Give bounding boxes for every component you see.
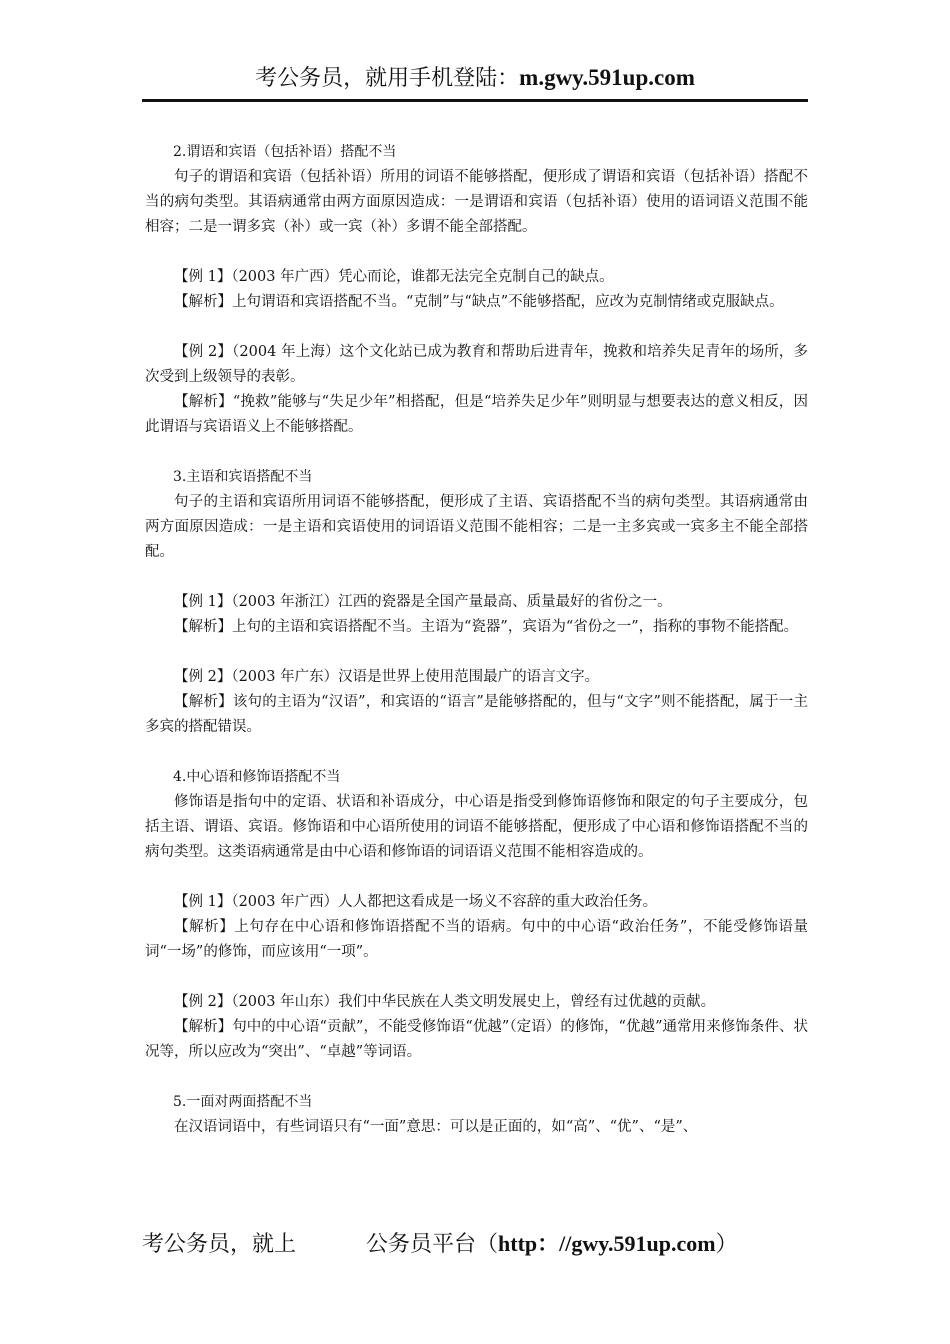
paragraph: 修饰语是指句中的定语、状语和补语成分，中心语是指受到修饰语修饰和限定的句子主要成分，包括主语、谓语、宾语。修饰语和中心语所使用的词语不能够搭配，便形成了中心语和修饰语搭配不当的病句类型。这类语病通常是由中心语和修饰语的词语语义范围不能相容造成的。 xyxy=(145,794,808,860)
paragraph: 【解析】上句存在中心语和修饰语搭配不当的语病。句中的中心语“政治任务”，不能受修饰语量词“一场”的修饰，而应该用“一项”。 xyxy=(145,919,808,960)
paragraph: 【例 2】（2004 年上海）这个文化站已成为教育和帮助后进青年，挽救和培养失足青年的场所，多次受到上级领导的表彰。 xyxy=(145,344,808,385)
paragraph-gap xyxy=(145,740,808,765)
section-heading: 4.中心语和修饰语搭配不当 xyxy=(173,769,341,785)
paragraph: 【例 2】（2003 年广东）汉语是世界上使用范围最广的语言文字。 xyxy=(174,669,600,685)
paragraph-gap xyxy=(145,565,808,590)
paragraph-gap xyxy=(145,240,808,265)
footer-left: 考公务员，就上 xyxy=(142,1232,297,1257)
paragraph-gap xyxy=(145,965,808,990)
paragraph: 句子的主语和宾语所用词语不能够搭配，便形成了主语、宾语搭配不当的病句类型。其语病通常由两方面原因造成：一是主语和宾语使用的词语语义范围不能相容；二是一主多宾或一宾多主不能全部搭配。 xyxy=(145,494,808,560)
footer-middle: 公务员平台（ xyxy=(366,1232,499,1257)
paragraph: 【解析】句中的中心语“贡献”，不能受修饰语“优越”（定语）的修饰，“优越”通常用来修饰条件、状况等，所以应改为“突出”、“卓越”等词语。 xyxy=(145,1019,808,1060)
paragraph-gap xyxy=(145,865,808,890)
paragraph: 【解析】“挽救”能够与“失足少年”相搭配，但是“培养失足少年”则明显与想要表达的意义相反，因此谓语与宾语语义上不能够搭配。 xyxy=(145,394,808,435)
paragraph: 【例 1】（2003 年广西）人人都把这看成是一场义不容辞的重大政治任务。 xyxy=(174,894,658,910)
page-footer xyxy=(142,1227,842,1262)
document-body xyxy=(145,140,808,1140)
header-divider xyxy=(142,99,808,102)
paragraph-gap xyxy=(145,440,808,465)
footer-url[interactable]: http：//gwy.591up.com xyxy=(498,1231,716,1256)
paragraph: 【例 1】（2003 年广西）凭心而论，谁都无法完全克制自己的缺点。 xyxy=(174,269,614,285)
paragraph: 【例 1】（2003 年浙江）江西的瓷器是全国产量最高、质量最好的省份之一。 xyxy=(174,594,672,610)
footer-close: ） xyxy=(715,1232,738,1257)
section-heading: 2.谓语和宾语（包括补语）搭配不当 xyxy=(173,144,397,160)
header-url[interactable]: m.gwy.591up.com xyxy=(519,65,695,90)
section-heading: 5.一面对两面搭配不当 xyxy=(173,1094,313,1110)
paragraph: 【解析】上句谓语和宾语搭配不当。“克制”与“缺点”不能够搭配，应改为克制情绪或克服缺点。 xyxy=(174,294,784,310)
paragraph: 【例 2】（2003 年山东）我们中华民族在人类文明发展史上，曾经有过优越的贡献。 xyxy=(174,994,716,1010)
paragraph-gap xyxy=(145,1065,808,1090)
paragraph: 句子的谓语和宾语（包括补语）所用的词语不能够搭配，便形成了谓语和宾语（包括补语）搭配不当的病句类型。其语病通常由两方面原因造成：一是谓语和宾语（包括补语）使用的语词语义范围不能相容；二是一谓多宾（补）或一宾（补）多谓不能全部搭配。 xyxy=(145,169,808,235)
paragraph-gap xyxy=(145,315,808,340)
paragraph: 在汉语词语中，有些词语只有“一面”意思：可以是正面的，如“高”、“优”、“是”、 xyxy=(174,1119,698,1135)
paragraph: 【解析】上句的主语和宾语搭配不当。主语为“瓷器”，宾语为“省份之一”，指称的事物不能搭配。 xyxy=(174,619,799,635)
paragraph: 【解析】该句的主语为“汉语”，和宾语的“语言”是能够搭配的，但与“文字”则不能搭配，属于一主多宾的搭配错误。 xyxy=(145,694,808,735)
page-header xyxy=(142,60,808,97)
paragraph-gap xyxy=(145,640,808,665)
header-prefix: 考公务员，就用手机登陆： xyxy=(255,66,520,91)
section-heading: 3.主语和宾语搭配不当 xyxy=(173,469,313,485)
